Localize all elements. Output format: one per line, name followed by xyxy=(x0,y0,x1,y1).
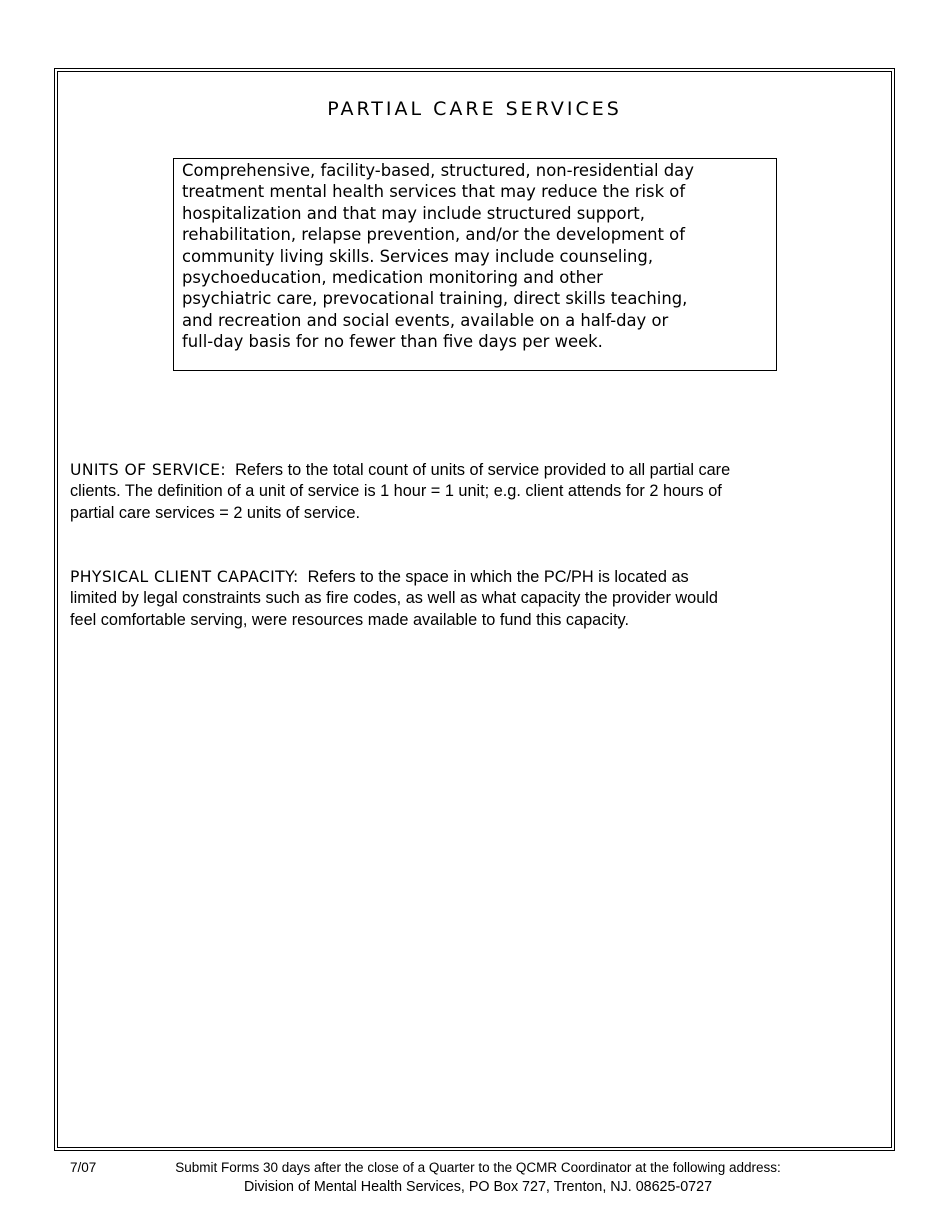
description-line: community living skills. Services may include counseling, xyxy=(182,246,654,266)
page-title: PARTIAL CARE SERVICES xyxy=(327,98,622,120)
definition-line xyxy=(70,460,850,481)
description-line: full-day basis for no fewer than five days per week. xyxy=(182,332,603,352)
description-line: rehabilitation, relapse prevention, and/or the development of xyxy=(182,225,685,245)
definition-line: clients. The definition of a unit of service is 1 hour = 1 unit; e.g. client attends for 2 hours of xyxy=(70,482,722,501)
description-line: psychoeducation, medication monitoring and other xyxy=(182,268,603,288)
footer-submit-instructions: Submit Forms 30 days after the close of a Quarter to the QCMR Coordinator at the following address: xyxy=(175,1160,781,1175)
units-of-service-term: UNITS OF SERVICE: xyxy=(70,461,227,479)
description-line: and recreation and social events, available on a half-day or xyxy=(182,310,669,330)
footer-address: Division of Mental Health Services, PO Box 727, Trenton, NJ. 08625-0727 xyxy=(243,1178,713,1195)
description-text xyxy=(182,160,768,353)
footer-submission-info xyxy=(140,1159,816,1196)
footer-revision-date: 7/07 xyxy=(70,1160,97,1175)
description-line: psychiatric care, prevocational training, direct skills teaching, xyxy=(182,289,688,309)
description-line: treatment mental health services that may reduce the risk of xyxy=(182,182,686,202)
definition-line: partial care services = 2 units of service. xyxy=(70,503,361,522)
definition-line xyxy=(70,567,850,588)
units-of-service-definition xyxy=(70,460,850,524)
description-line: hospitalization and that may include structured support, xyxy=(182,203,645,223)
physical-client-capacity-definition xyxy=(70,567,850,631)
description-box xyxy=(173,158,777,371)
definition-text: Refers to the space in which the PC/PH is located as xyxy=(298,568,689,586)
description-line: Comprehensive, facility-based, structured, non-residential day xyxy=(182,161,694,180)
physical-client-capacity-term: PHYSICAL CLIENT CAPACITY: xyxy=(70,568,299,586)
definition-text: Refers to the total count of units of service provided to all partial care xyxy=(226,461,731,479)
definition-line: feel comfortable serving, were resources made available to fund this capacity. xyxy=(70,610,629,629)
definition-line: limited by legal constraints such as fire codes, as well as what capacity the provider would xyxy=(70,589,718,608)
